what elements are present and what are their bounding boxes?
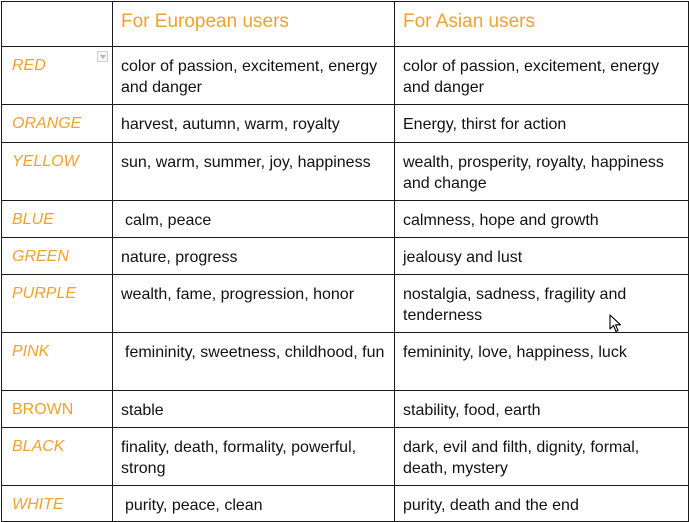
color-cell-white[interactable]: WHITE: [2, 486, 113, 522]
table-row-yellow: [2, 143, 689, 201]
color-cell-blue[interactable]: BLUE: [2, 201, 113, 238]
color-cell-green[interactable]: GREEN: [2, 238, 113, 275]
european-meaning[interactable]: femininity, sweetness, childhood, fun: [113, 333, 395, 391]
color-meaning-table: [1, 1, 689, 522]
color-cell-orange[interactable]: ORANGE: [2, 105, 113, 143]
table-row-brown: [2, 391, 689, 428]
header-corner[interactable]: [2, 2, 113, 47]
european-meaning[interactable]: finality, death, formality, powerful, strong: [113, 428, 395, 486]
asian-meaning[interactable]: wealth, prosperity, royalty, happiness and change: [395, 143, 689, 201]
european-meaning[interactable]: color of passion, excitement, energy and danger: [113, 47, 395, 105]
color-cell-purple[interactable]: PURPLE: [2, 275, 113, 333]
table-row-pink: [2, 333, 689, 391]
table-row-blue: [2, 201, 689, 238]
asian-meaning[interactable]: femininity, love, happiness, luck: [395, 333, 689, 391]
table-row-purple: [2, 275, 689, 333]
color-cell-black[interactable]: BLACK: [2, 428, 113, 486]
european-meaning[interactable]: calm, peace: [113, 201, 395, 238]
european-meaning[interactable]: wealth, fame, progression, honor: [113, 275, 395, 333]
color-label: RED: [12, 57, 46, 74]
table-row-white: [2, 486, 689, 522]
header-row: [2, 2, 689, 47]
asian-meaning[interactable]: stability, food, earth: [395, 391, 689, 428]
dropdown-arrow-icon[interactable]: [97, 51, 108, 62]
table-row-red: [2, 47, 689, 105]
color-cell-pink[interactable]: PINK: [2, 333, 113, 391]
header-asian[interactable]: For Asian users: [395, 2, 689, 47]
asian-meaning[interactable]: Energy, thirst for action: [395, 105, 689, 143]
asian-meaning[interactable]: nostalgia, sadness, fragility and tenderness: [395, 275, 689, 333]
table-row-orange: [2, 105, 689, 143]
color-cell-brown[interactable]: BROWN: [2, 391, 113, 428]
european-meaning[interactable]: harvest, autumn, warm, royalty: [113, 105, 395, 143]
european-meaning[interactable]: purity, peace, clean: [113, 486, 395, 522]
european-meaning[interactable]: nature, progress: [113, 238, 395, 275]
table-row-green: [2, 238, 689, 275]
header-european[interactable]: For European users: [113, 2, 395, 47]
asian-meaning[interactable]: jealousy and lust: [395, 238, 689, 275]
table-row-black: [2, 428, 689, 486]
asian-meaning[interactable]: dark, evil and filth, dignity, formal, death, mystery: [395, 428, 689, 486]
asian-meaning[interactable]: calmness, hope and growth: [395, 201, 689, 238]
color-cell-red[interactable]: [2, 47, 113, 105]
asian-meaning[interactable]: purity, death and the end: [395, 486, 689, 522]
color-cell-yellow[interactable]: YELLOW: [2, 143, 113, 201]
asian-meaning[interactable]: color of passion, excitement, energy and danger: [395, 47, 689, 105]
european-meaning[interactable]: stable: [113, 391, 395, 428]
european-meaning[interactable]: sun, warm, summer, joy, happiness: [113, 143, 395, 201]
